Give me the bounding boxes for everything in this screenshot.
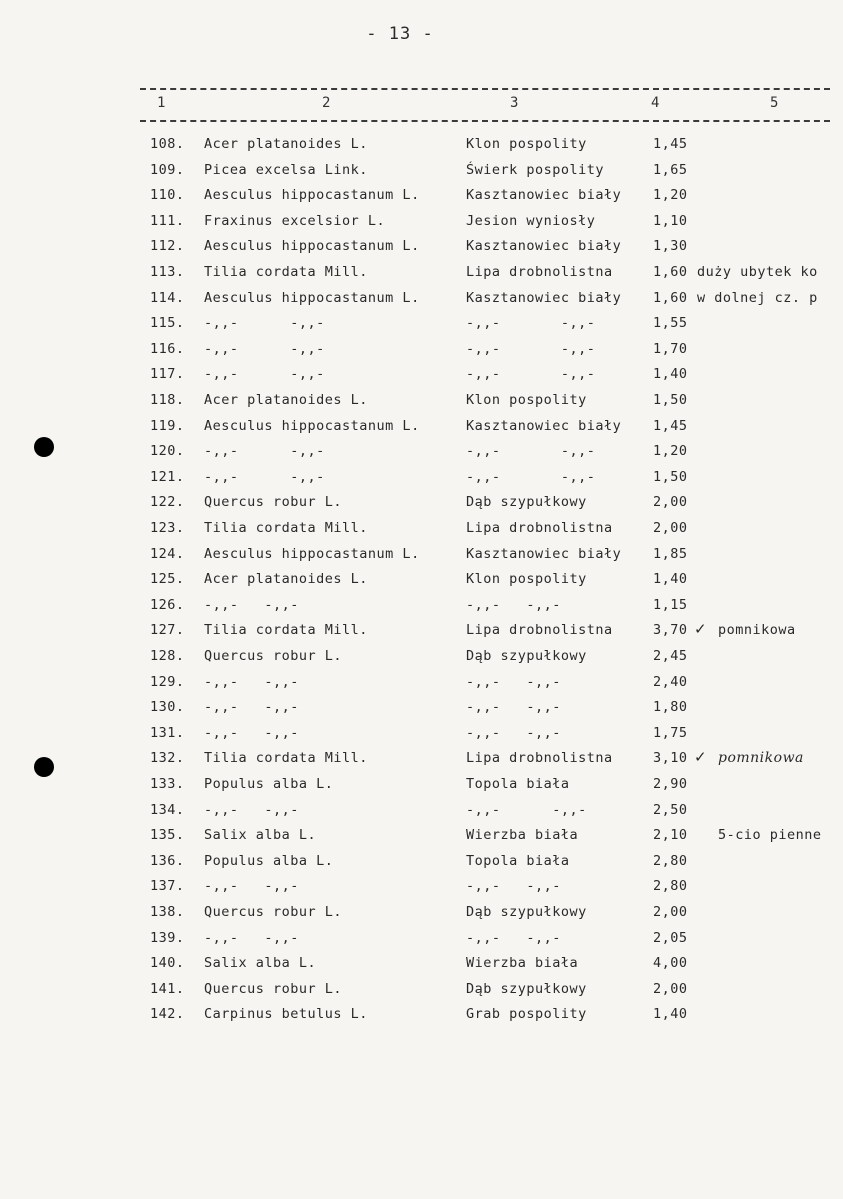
table-row — [0, 469, 843, 493]
polish-name: Kasztanowiec biały — [466, 187, 622, 204]
latin-name: -,,- -,,- — [204, 929, 299, 946]
polish-name: Dąb szypułkowy — [466, 904, 587, 920]
polish-name: Lipa drobnolistna — [466, 622, 613, 639]
circumference: 4,00 — [653, 955, 688, 972]
polish-name: Świerk pospolity — [466, 161, 605, 178]
latin-name: -,,- -,,- — [204, 673, 299, 690]
row-number: 138. — [150, 904, 185, 920]
row-number: 131. — [150, 724, 185, 741]
polish-name: -,,- -,,- — [466, 673, 561, 690]
table-row — [0, 878, 843, 902]
table-row — [0, 213, 843, 237]
circumference: 2,45 — [653, 648, 688, 664]
column-header-4: 4 — [651, 95, 660, 111]
remarks: 5-cio pienne — [718, 827, 822, 844]
polish-name: Dąb szypułkowy — [466, 980, 587, 997]
latin-name: Quercus robur L. — [204, 904, 343, 920]
circumference: 1,20 — [653, 187, 688, 204]
latin-name: -,,- -,,- — [204, 468, 325, 485]
latin-name: Quercus robur L. — [204, 980, 343, 997]
row-number: 142. — [150, 1006, 185, 1023]
polish-name: Dąb szypułkowy — [466, 494, 587, 511]
polish-name: Topola biała — [466, 852, 570, 869]
polish-name: -,,- -,,- — [466, 929, 561, 946]
polish-name: Klon pospolity — [466, 136, 587, 152]
latin-name: Salix alba L. — [204, 827, 317, 844]
row-number: 117. — [150, 366, 185, 383]
polish-name: -,,- -,,- — [466, 801, 587, 818]
polish-name: -,,- -,,- — [466, 340, 596, 357]
table-row — [0, 802, 843, 826]
circumference: 1,40 — [653, 366, 688, 383]
circumference: 2,50 — [653, 801, 688, 818]
circumference: 2,05 — [653, 929, 688, 946]
row-number: 120. — [150, 443, 185, 460]
circumference: 1,50 — [653, 468, 688, 485]
row-number: 140. — [150, 955, 185, 972]
row-number: 110. — [150, 187, 185, 204]
table-row — [0, 162, 843, 186]
polish-name: Wierzba biała — [466, 955, 579, 972]
punch-hole — [34, 757, 54, 777]
row-number: 129. — [150, 673, 185, 690]
table-row — [0, 930, 843, 954]
row-number: 108. — [150, 136, 185, 152]
latin-name: Carpinus betulus L. — [204, 1006, 368, 1023]
polish-name: Lipa drobnolistna — [466, 264, 613, 280]
circumference: 1,50 — [653, 392, 688, 408]
table-row — [0, 725, 843, 749]
circumference: 1,55 — [653, 315, 688, 332]
latin-name: Populus alba L. — [204, 852, 334, 869]
row-number: 135. — [150, 827, 185, 844]
table-row — [0, 699, 843, 723]
circumference: 1,45 — [653, 417, 688, 434]
polish-name: -,,- -,,- — [466, 315, 596, 332]
polish-name: Kasztanowiec biały — [466, 289, 622, 306]
polish-name: Kasztanowiec biały — [466, 238, 622, 255]
table-row — [0, 136, 843, 160]
row-number: 127. — [150, 622, 185, 639]
latin-name: -,,- -,,- — [204, 878, 299, 895]
latin-name: Acer platanoides L. — [204, 136, 368, 152]
table-row — [0, 264, 843, 288]
latin-name: Salix alba L. — [204, 955, 317, 972]
polish-name: Klon pospolity — [466, 571, 587, 588]
circumference: 2,10 — [653, 827, 688, 844]
row-number: 124. — [150, 545, 185, 562]
column-header-1: 1 — [157, 95, 166, 111]
row-number: 119. — [150, 417, 185, 434]
circumference: 1,70 — [653, 340, 688, 357]
polish-name: -,,- -,,- — [466, 699, 561, 716]
row-number: 109. — [150, 161, 185, 178]
circumference: 2,00 — [653, 520, 688, 536]
row-number: 113. — [150, 264, 185, 280]
row-number: 111. — [150, 212, 185, 229]
polish-name: Grab pospolity — [466, 1006, 587, 1023]
latin-name: -,,- -,,- — [204, 340, 325, 357]
table-row — [0, 290, 843, 314]
polish-name: -,,- -,,- — [466, 366, 596, 383]
latin-name: Aesculus hippocastanum L. — [204, 238, 420, 255]
remarks: pomnikowa — [718, 622, 796, 639]
polish-name: Kasztanowiec biały — [466, 545, 622, 562]
row-number: 122. — [150, 494, 185, 511]
latin-name: Tilia cordata Mill. — [204, 264, 368, 280]
table-row — [0, 904, 843, 928]
latin-name: -,,- -,,- — [204, 443, 325, 460]
polish-name: -,,- -,,- — [466, 596, 561, 613]
row-number: 115. — [150, 315, 185, 332]
latin-name: -,,- -,,- — [204, 596, 299, 613]
circumference: 1,45 — [653, 136, 688, 152]
table-row — [0, 674, 843, 698]
circumference: 2,00 — [653, 980, 688, 997]
table-row — [0, 622, 843, 646]
row-number: 136. — [150, 852, 185, 869]
latin-name: Acer platanoides L. — [204, 571, 368, 588]
remarks: pomnikowa — [718, 750, 804, 767]
circumference: 1,60 — [653, 264, 688, 280]
table-row — [0, 520, 843, 544]
row-number: 139. — [150, 929, 185, 946]
checkmark-icon: ✓ — [694, 620, 708, 639]
circumference: 1,10 — [653, 212, 688, 229]
table-row — [0, 955, 843, 979]
row-number: 123. — [150, 520, 185, 536]
latin-name: -,,- -,,- — [204, 801, 299, 818]
circumference: 3,70 — [653, 622, 688, 639]
circumference: 2,80 — [653, 878, 688, 895]
row-number: 126. — [150, 596, 185, 613]
table-row — [0, 238, 843, 262]
circumference: 1,85 — [653, 545, 688, 562]
table-row — [0, 648, 843, 672]
table-row — [0, 187, 843, 211]
latin-name: Quercus robur L. — [204, 494, 343, 511]
polish-name: Lipa drobnolistna — [466, 520, 613, 536]
circumference: 1,30 — [653, 238, 688, 255]
table-row — [0, 571, 843, 595]
latin-name: Aesculus hippocastanum L. — [204, 289, 420, 306]
latin-name: Tilia cordata Mill. — [204, 750, 368, 767]
polish-name: -,,- -,,- — [466, 724, 561, 741]
polish-name: -,,- -,,- — [466, 468, 596, 485]
circumference: 2,00 — [653, 904, 688, 920]
circumference: 2,00 — [653, 494, 688, 511]
table-row — [0, 341, 843, 365]
table-row — [0, 776, 843, 800]
circumference: 1,40 — [653, 571, 688, 588]
latin-name: -,,- -,,- — [204, 699, 299, 716]
polish-name: Kasztanowiec biały — [466, 417, 622, 434]
table-row — [0, 494, 843, 518]
checkmark-icon: ✓ — [694, 748, 708, 767]
table-row — [0, 597, 843, 621]
latin-name: Fraxinus excelsior L. — [204, 212, 386, 229]
circumference: 2,40 — [653, 673, 688, 690]
latin-name: Picea excelsa Link. — [204, 161, 368, 178]
table-row — [0, 750, 843, 774]
circumference: 1,60 — [653, 289, 688, 306]
column-header-2: 2 — [322, 95, 331, 111]
row-number: 134. — [150, 801, 185, 818]
latin-name: Populus alba L. — [204, 776, 334, 792]
circumference: 3,10 — [653, 750, 688, 767]
polish-name: Lipa drobnolistna — [466, 750, 613, 767]
row-number: 128. — [150, 648, 185, 664]
punch-hole — [34, 437, 54, 457]
header-bottom-rule — [140, 120, 830, 122]
table-row — [0, 366, 843, 390]
table-row — [0, 546, 843, 570]
row-number: 116. — [150, 340, 185, 357]
latin-name: Aesculus hippocastanum L. — [204, 545, 420, 562]
latin-name: -,,- -,,- — [204, 366, 325, 383]
polish-name: Topola biała — [466, 776, 570, 792]
page-number: - 13 - — [366, 24, 434, 44]
row-number: 130. — [150, 699, 185, 716]
circumference: 1,20 — [653, 443, 688, 460]
circumference: 1,15 — [653, 596, 688, 613]
row-number: 132. — [150, 750, 185, 767]
table-row — [0, 315, 843, 339]
remarks: duży ubytek ko — [697, 264, 818, 280]
row-number: 141. — [150, 980, 185, 997]
polish-name: -,,- -,,- — [466, 443, 596, 460]
latin-name: Aesculus hippocastanum L. — [204, 417, 420, 434]
circumference: 1,40 — [653, 1006, 688, 1023]
latin-name: Quercus robur L. — [204, 648, 343, 664]
latin-name: Tilia cordata Mill. — [204, 520, 368, 536]
table-row — [0, 853, 843, 877]
circumference: 1,80 — [653, 699, 688, 716]
table-row — [0, 981, 843, 1005]
column-header-3: 3 — [510, 95, 519, 111]
table-row — [0, 443, 843, 467]
column-header-5: 5 — [770, 95, 779, 111]
latin-name: -,,- -,,- — [204, 315, 325, 332]
circumference: 2,80 — [653, 852, 688, 869]
row-number: 114. — [150, 289, 185, 306]
polish-name: Wierzba biała — [466, 827, 579, 844]
row-number: 133. — [150, 776, 185, 792]
header-top-rule — [140, 88, 830, 90]
row-number: 118. — [150, 392, 185, 408]
polish-name: Jesion wyniosły — [466, 212, 596, 229]
circumference: 1,65 — [653, 161, 688, 178]
circumference: 1,75 — [653, 724, 688, 741]
polish-name: Dąb szypułkowy — [466, 648, 587, 664]
latin-name: Acer platanoides L. — [204, 392, 368, 408]
circumference: 2,90 — [653, 776, 688, 792]
table-row — [0, 418, 843, 442]
latin-name: -,,- -,,- — [204, 724, 299, 741]
polish-name: Klon pospolity — [466, 392, 587, 408]
latin-name: Aesculus hippocastanum L. — [204, 187, 420, 204]
latin-name: Tilia cordata Mill. — [204, 622, 368, 639]
table-row — [0, 1006, 843, 1030]
remarks: w dolnej cz. p — [697, 289, 818, 306]
row-number: 112. — [150, 238, 185, 255]
row-number: 137. — [150, 878, 185, 895]
row-number: 121. — [150, 468, 185, 485]
row-number: 125. — [150, 571, 185, 588]
table-row — [0, 392, 843, 416]
polish-name: -,,- -,,- — [466, 878, 561, 895]
table-row — [0, 827, 843, 851]
